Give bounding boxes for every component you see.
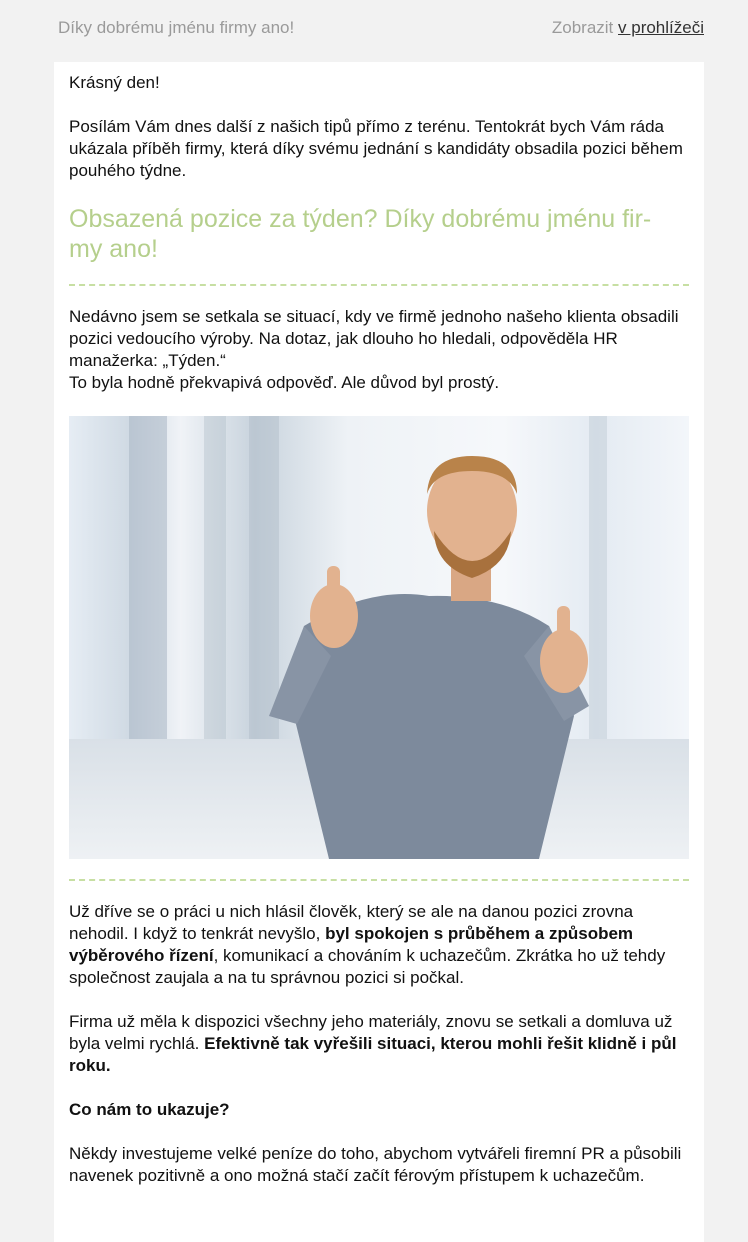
greeting: Krásný den! (69, 73, 160, 92)
email-body (54, 62, 704, 1242)
preheader-tagline: Díky dobrému jménu firmy ano! (58, 18, 295, 37)
intro-paragraph: Posílám Vám dnes další z našich tipů přímo z terénu. Tentokrát bych Vám ráda ukázala příběh firmy, která díky svému jednání s kandidáty obsadila pozici během pouhého týdne. (69, 117, 683, 180)
conclusion-paragraph: Někdy investujeme velké peníze do toho, abychom vytvářeli firemní PR a působili navenek pozitivně a ono možná stačí začít férovým přístupem k uchazečům. (69, 1144, 682, 1185)
hero-image-man-thumbs-up (69, 416, 689, 859)
story-paragraph-1: Nedávno jsem se setkala se situací, kdy ve firmě jednoho našeho klienta obsadili pozici vedoucího výroby. Na dotaz, jak dlouho ho hledali, odpověděla HR manažerka: „Týden.“ To byla hodně překvapivá odpověď. Ale důvod byl prostý. (69, 307, 679, 392)
divider (69, 879, 689, 881)
view-prefix: Zobrazit (551, 18, 614, 37)
story-paragraph-2: Už dříve se o práci u nich hlásil člověk, který se ale na danou pozici zrovna nehodil. I když to tenkrát nevyšlo, byl spokojen s průběhem a způsobem výběrového řízení, komunikací a chováním k uchazečům. Zkrátka ho už tehdy společnost zaujala a na tu správnou pozici si počkal. (69, 902, 666, 987)
man-figure (69, 416, 689, 859)
email-top-bar (0, 0, 748, 58)
view-in-browser-link[interactable]: v prohlížeči (618, 18, 704, 37)
divider (69, 284, 689, 286)
story-paragraph-3: Firma už měla k dispozici všechny jeho materiály, znovu se setkali a domluva už byla velmi rychlá. Efektivně tak vyřešili situaci, kterou mohli řešit klidně i půl roku. (69, 1012, 677, 1075)
view-in-browser (552, 18, 704, 38)
subheading: Co nám to ukazuje? (69, 1100, 230, 1119)
article-headline: Obsazená pozice za týden? Díky dobrému jménu fir- my ano! (69, 205, 652, 263)
